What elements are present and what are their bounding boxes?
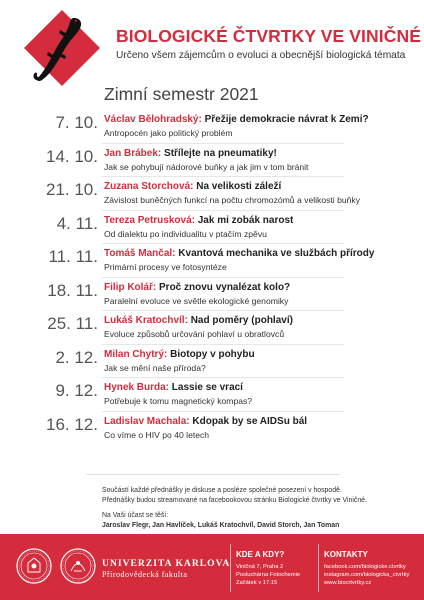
lecture-title: Kdopak by se AIDSu bál [192,415,308,427]
lecture-subtitle: Jak se pohybují nádorové buňky a jak jim v tom bránit [104,161,309,172]
where-when-line: Viničná 7, Praha 2 [236,564,284,570]
lecture-row [0,278,424,312]
contacts-heading: KONTAKTY [324,550,368,559]
lecture-subtitle: Evoluce způsobů určování pohlaví u obratlovců [104,329,285,339]
lecture-heading [104,148,277,159]
lecture-title: Lassie se vrací [171,382,243,393]
contact-link[interactable]: instagram.com/biologicka_ctvrtky [324,572,410,578]
lecture-row [0,345,424,379]
contact-link[interactable]: www.biocrtvrtky.cz [324,580,372,586]
university-seal-icon [16,548,52,584]
lecture-title: Proč znovu vynalézat kolo? [159,281,291,293]
lecture-speaker: Filip Kolář: [104,281,157,293]
note-line: Přednášky budou streamované na facebookovou stránku Biologické čtvrtky ve Viničné. [102,496,367,504]
note-line: Součástí každé přednášky je diskuse a posléze společné posezení v hospodě. [102,487,342,494]
lecture-subtitle: Co víme o HIV po 40 letech [104,429,210,440]
lecture-subtitle: Potřebuje k tomu magnetický kompas? [104,396,253,406]
poster-subtitle: Určeno všem zájemcům o evoluci a obecnější biologická témata [116,50,406,61]
lecture-subtitle: Antropocén jako politický problém [104,128,233,138]
lecture-speaker: Václav Bělohradský: [104,114,202,125]
lecture-title: Kvantová mechanika ve službách přírody [178,248,375,259]
lecture-heading [104,215,293,226]
lecture-heading [104,181,281,192]
lecture-speaker: Zuzana Storchová: [104,181,194,192]
lecture-date: 11. 11. [48,247,98,266]
newt-logo-icon [22,8,102,88]
lecture-title: Přežije demokracie návrat k Zemi? [204,114,369,125]
lecture-subtitle: Závislost buněčných funkcí na počtu chromozómů a velikosti buňky [104,195,361,205]
lecture-date: 16. 12. [46,414,98,434]
footer-note [102,486,367,505]
lecture-date: 2. 12. [55,347,98,367]
lecture-heading [104,282,290,293]
lecture-row [0,211,424,245]
lecture-heading [104,114,369,125]
semester-heading: Zimní semestr 2021 [104,84,259,104]
lecture-row [0,244,424,278]
footer-band [0,534,424,600]
lecture-speaker: Tereza Petrusková: [104,214,195,226]
lecture-date: 21. 10. [46,180,98,199]
where-when-line: Začátek v 17:15 [236,580,278,586]
contact-link[interactable]: facebook.com/biologicke.ctvrtky [324,564,406,570]
lecture-speaker: Milan Chytrý: [104,348,168,360]
where-when-heading: KDE A KDY? [236,550,285,559]
lecture-title: Jak mi zobák narost [197,214,294,226]
band-divider [318,544,319,592]
lecture-title: Na velikosti záleží [196,181,282,192]
lecture-speaker: Tomáš Mančal: [104,248,176,259]
lecture-heading [104,416,307,427]
lecture-speaker: Lukáš Kratochvíl: [104,315,188,326]
lecture-date: 7. 10. [55,113,98,132]
lecture-speaker: Hynek Burda: [104,382,170,393]
lecture-date: 14. 10. [46,146,98,166]
lecture-heading [104,349,255,360]
poster-title: BIOLOGICKÉ ČTVRTKY VE VINIČNÉ [116,26,421,46]
lecture-row [0,144,424,178]
lecture-heading [104,382,243,393]
lecture-speaker: Ladislav Machala: [104,415,190,427]
lecture-date: 4. 11. [56,213,98,233]
lecture-heading [104,315,293,326]
lecture-subtitle: Od dialektu po individualitu v ptačím zpěvu [104,228,267,239]
lecture-subtitle: Jak se mění naše příroda? [104,362,206,373]
lecture-subtitle: Paralelní evoluce ve světle ekologické genomiky [104,295,289,306]
university-name: UNIVERZITA KARLOVA [102,558,231,569]
footer-divider [86,474,340,475]
lecture-heading [104,248,374,259]
organizer-names: Jaroslav Flegr, Jan Havlíček, Lukáš Kratochvíl, David Storch, Jan Toman [102,521,340,529]
where-when-line: Posluchárna Fotochemie [236,572,301,578]
band-divider [230,544,231,592]
lecture-title: Biotopy v pohybu [170,348,255,360]
lecture-row [0,177,424,211]
lecture-date: 18. 11. [47,280,98,300]
lecture-speaker: Jan Brábek: [104,147,162,159]
organizers [102,511,339,530]
faculty-seal-icon [60,548,96,584]
lecture-date: 25. 11. [47,314,98,333]
lecture-title: Střílejte na pneumatiky! [164,147,277,159]
lecture-row [0,311,424,345]
faculty-name: Přírodovědecká fakulta [102,570,188,579]
lecture-row [0,110,424,144]
lecture-row [0,378,424,412]
lecture-row [0,412,424,446]
lecture-title: Nad poměry (pohlaví) [190,315,293,326]
lecture-date: 9. 12. [55,381,98,400]
invite-line: Na Vaši účast se těší: [102,512,169,519]
lecture-subtitle: Primární procesy ve fotosyntéze [104,262,227,272]
lecture-list [0,110,424,445]
